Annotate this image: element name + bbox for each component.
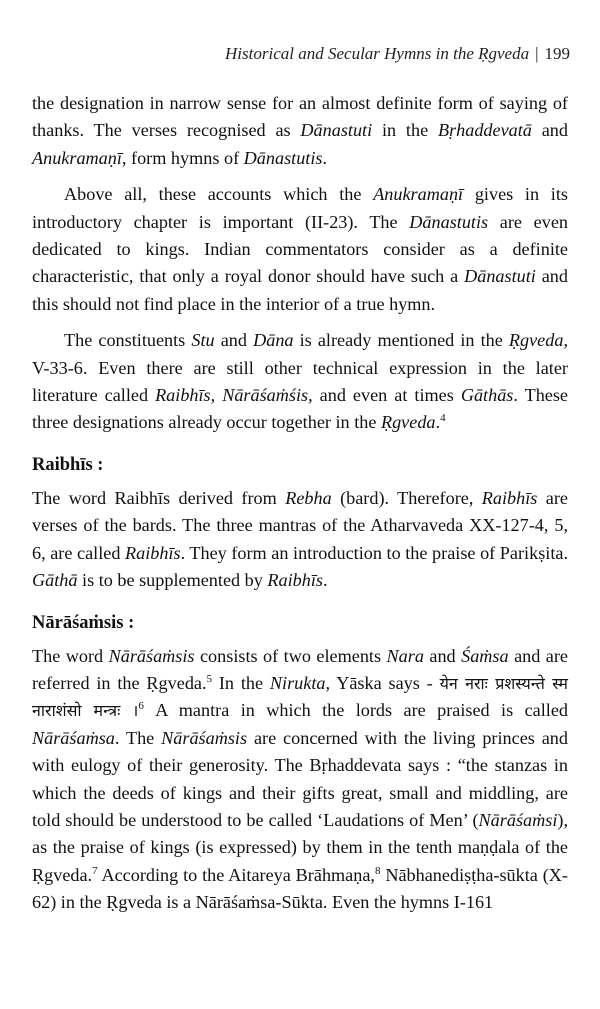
- footnote-marker: 7: [92, 864, 98, 877]
- paragraph-2: Above all, these accounts which the Anukramaṇī gives in its introductory chapter is important (II-23). The Dānastutis are even dedicated to kings. Indian commentators consider as a definite characteristic, that only a royal donor should have such a Dānastuti and this should not find place in the interior of a true hymn.: [32, 184, 568, 314]
- paragraph-1: the designation in narrow sense for an almost definite form of saying of thanks. The verses recognised as Dānastuti in the Bṛhaddevatā and Anukramaṇī, form hymns of Dānastutis.: [32, 93, 568, 168]
- paragraph-3: The constituents Stu and Dāna is already mentioned in the Ṛgveda, V-33-6. Even there are still other technical expression in the later literature called Raibhīs, Nārāśaṁśis, and even at times Gāthās. These three designations already occur together in the Ṛgveda.$^4$: [32, 330, 569, 433]
- running-title: Historical and Secular Hymns in the Ṛgveda: [225, 44, 530, 63]
- running-header: [225, 44, 570, 64]
- page-body: [32, 90, 568, 926]
- footnote-marker: 8: [374, 864, 381, 877]
- paragraph-5: The word Nārāśaṁsis consists of two elements Nara and Śaṁsa and are referred in the Ṛgveda.$^5$ In the Nirukta, Yāska says - येन नराः प्रशस्यन्ते स्म नाराशंसो मन्त्रः ।$^6$ A mantra in which the lords are praised is called Nārāśaṁsa. The Nārāśaṁsis are concerned with the living princes and with eulogy of their generosity. The Bṛhaddevata says : “the stanzas in which the deeds of kings and their gifts great, small and middling, are told should be understood to be called ‘Laudations of Men’ (Nārāśaṁsi), as the praise of kings (is expressed) by them in the tenth maṇḍala of the Ṛgveda.$^7$ According to the Aitareya Brāhmaṇa,$^8$ Nābhanediṣṭha-sūkta (X-62) in the Ṛgveda is a Nārāśaṁsa-Sūkta. Even the hymns I-161: [32, 645, 568, 913]
- page-number: 199: [544, 44, 570, 63]
- footnote-marker: 6: [138, 700, 144, 713]
- header-separator: |: [535, 44, 539, 63]
- sanskrit-quote: येन नराः प्रशस्यन्ते स्म नाराशंसो मन्त्रः ।: [32, 673, 568, 721]
- paragraph-4: The word Raibhīs derived from Rebha (bard). Therefore, Raibhīs are verses of the bards. The three mantras of the Atharvaveda XX-127-4, 5, 6, are called Raibhīs. They form an introduction to the praise of Parikṣita. Gāthā is to be supplemented by Raibhīs.: [32, 487, 568, 591]
- footnote-marker: 4: [440, 412, 446, 425]
- footnote-marker: 5: [206, 672, 213, 685]
- section-heading-narasamsis: Nārāśaṁsis :: [32, 612, 135, 633]
- section-heading-raibhis: Raibhīs :: [32, 454, 104, 475]
